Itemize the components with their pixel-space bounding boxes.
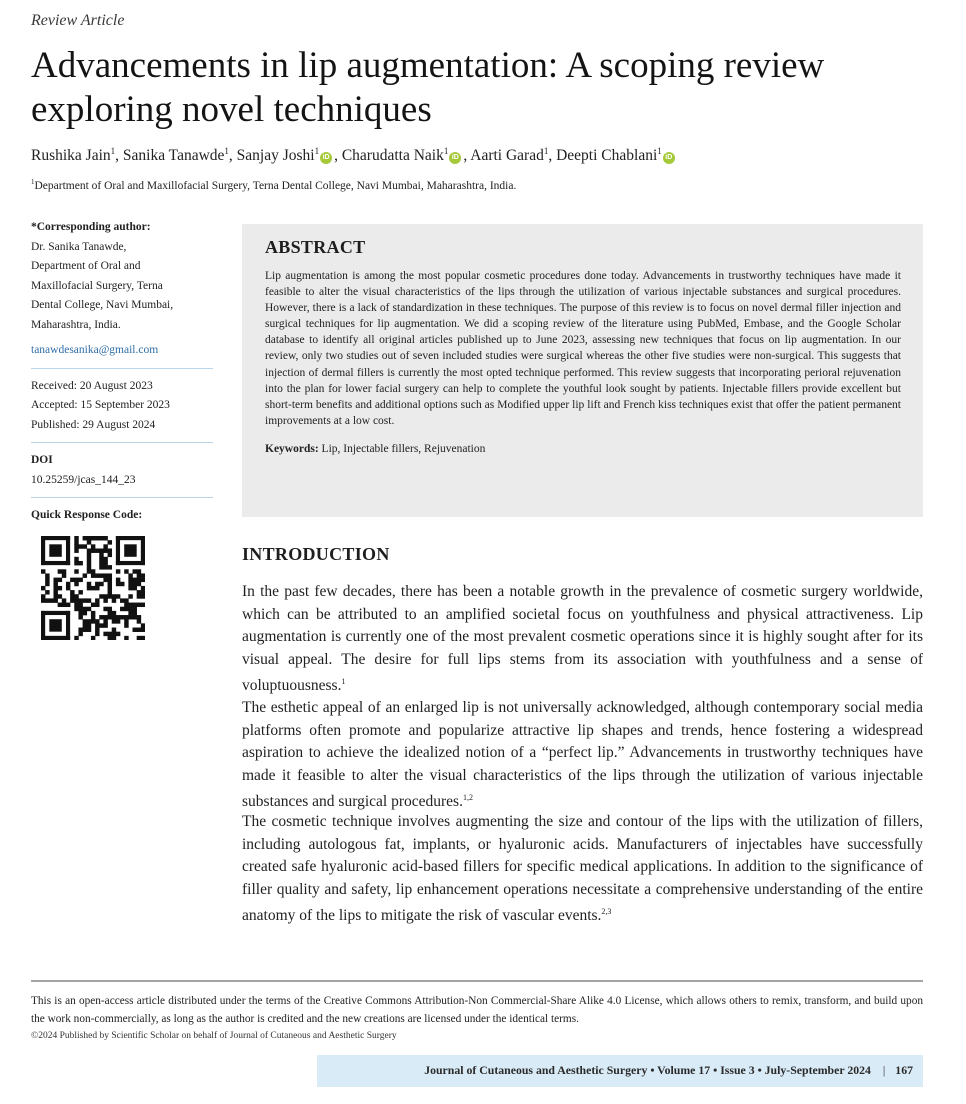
doi-link[interactable]: 10.25259/jcas_144_23 <box>31 473 136 486</box>
author-name: Sanjay Joshi <box>236 147 315 165</box>
sidebar-divider <box>31 442 213 443</box>
author-name: Aarti Garad <box>470 147 544 165</box>
author-affiliation-marker: 1 <box>110 146 116 156</box>
orcid-icon[interactable]: iD <box>320 152 332 164</box>
citation-ref[interactable]: 1 <box>341 677 346 686</box>
keywords-label: Keywords: <box>265 442 319 455</box>
affiliation-marker: 1 <box>31 178 35 186</box>
corresponding-author-line: Dental College, Navi Mumbai, <box>31 299 174 311</box>
corresponding-author-line: Department of Oral and <box>31 260 141 272</box>
article-info-sidebar <box>31 218 213 640</box>
affiliation-text: Department of Oral and Maxillofacial Surgery, Terna Dental College, Navi Mumbai, Maharashtra, India. <box>34 179 517 192</box>
author-name: Sanika Tanawde <box>122 147 225 165</box>
paragraph-text: In the past few decades, there has been a notable growth in the prevalence of cosmetic surgery worldwide, which can be attributed to an amplified societal focus on youthfulness and physical attractiveness. Lip augmentation is currently one of the most prevalent cosmetic operations since it is highly sought after for its visual appeal. The desire for full lips stems from its association with youthfulness and a sense of voluptuousness. <box>242 583 923 695</box>
author-name: Deepti Chablani <box>556 147 658 165</box>
affiliation <box>31 178 516 192</box>
paragraph-text: The esthetic appeal of an enlarged lip is not universally acknowledged, although contemporary social media platforms often promote and popularize attractive lip shapes and trends, hence fostering a widespread aspiration to achieve the idealized notion of a “perfect lip.” Advancements in trustworthy techniques have made it feasible to alter the visual characteristics of the lips through the utilization of various injectable substances and surgical procedures. <box>242 699 923 811</box>
author-separator: , <box>115 147 123 165</box>
abstract-box <box>242 224 923 517</box>
journal-footer-bar <box>317 1055 923 1087</box>
author-email-link[interactable]: tanawdesanika@gmail.com <box>31 344 159 356</box>
author-affiliation-marker: 1 <box>657 146 662 156</box>
orcid-icon[interactable]: iD <box>449 152 461 164</box>
author-list <box>31 146 677 165</box>
article-title <box>31 44 931 132</box>
doi-label: DOI <box>31 454 53 466</box>
copyright-notice: ©2024 Published by Scientific Scholar on behalf of Journal of Cutaneous and Aesthetic Surgery <box>31 1031 397 1041</box>
corresponding-author-line: Maxillofacial Surgery, Terna <box>31 279 163 292</box>
author-separator: , <box>548 147 557 165</box>
author-separator: , <box>334 147 342 165</box>
received-date: Received: 20 August 2023 <box>31 379 153 392</box>
keywords <box>265 443 901 455</box>
qr-code-icon <box>41 536 145 640</box>
author-name: Charudatta Naik <box>341 147 444 165</box>
journal-footer-text <box>424 1063 913 1078</box>
author-affiliation-marker: 1 <box>543 146 549 156</box>
footer-separator: | <box>882 1063 886 1077</box>
title-line-1: Advancements in lip augmentation: A scoping review <box>31 45 825 86</box>
author-affiliation-marker: 1 <box>443 146 449 156</box>
abstract-text: Lip augmentation is among the most popular cosmetic procedures done today. Advancements in trustworthy techniques have made it feasible to alter the visual characteristics of the lips through the utilization of various injectable substances and surgical procedures. However, there is a lack of standardization in these techniques. The purpose of this review is to focus on novel dermal filler injection and surgical techniques for lip augmentation. We did a scoping review of the literature using PubMed, Embase, and the Google Scholar database to identify all original articles published up to June 2023, assessing new techniques that focus on lip augmentation. In our review, only two studies out of seven included studies were surgical whereas the other five studies were non-surgical. This suggests that injection of dermal fillers is currently the most opted technique performed. This review suggests that incorporating perioral rejuvenation into the plan for lower facial surgery can help to complete the youthful look sought by patients. Injectable fillers provide excellent but short-term benefits and additional options such as Modified upper lip lift and French kiss techniques exist that offer the patient permanent improvements at a low cost. <box>265 270 901 427</box>
accepted-date: Accepted: 15 September 2023 <box>31 399 170 411</box>
introduction-paragraph <box>242 697 923 814</box>
abstract-heading: ABSTRACT <box>265 237 366 257</box>
introduction-heading: INTRODUCTION <box>242 544 390 564</box>
orcid-icon[interactable]: iD <box>663 152 675 164</box>
paragraph-text: The cosmetic technique involves augmenting the size and contour of the lips with the utilization of fillers, including autologous fat, implants, or hyaluronic acids. Manufacturers of injectables have successfully created safe hyaluronic acid-based fillers for specific medical applications. In addition to the significance of filler quality and safety, lip enhancement operations necessitate a comprehensive understanding of the entire anatomy of the lips to mitigate the risk of vascular events. <box>242 813 923 925</box>
corresponding-author-label: *Corresponding author: <box>31 221 151 233</box>
sidebar-divider <box>31 497 213 498</box>
introduction-paragraph <box>242 811 923 928</box>
corresponding-author-line: Dr. Sanika Tanawde, <box>31 240 127 253</box>
keywords-list: Lip, Injectable fillers, Rejuvenation <box>321 442 486 455</box>
author-separator: , <box>228 147 237 165</box>
qr-code-label: Quick Response Code: <box>31 509 143 521</box>
citation-ref[interactable]: 2,3 <box>601 907 612 916</box>
author-affiliation-marker: 1 <box>314 146 320 156</box>
author-name: Rushika Jain <box>31 147 111 165</box>
license-notice: This is an open-access article distributed under the terms of the Creative Commons Attribution-Non Commercial-Share Alike 4.0 License, which allows others to remix, transform, and build upon the work non-commercially, as long as the author is credited and the new creations are licensed under the identical terms. <box>31 995 923 1025</box>
article-type: Review Article <box>31 12 125 29</box>
author-affiliation-marker: 1 <box>224 146 229 156</box>
corresponding-author-line: Maharashtra, India. <box>31 318 121 331</box>
introduction-paragraph <box>242 581 923 698</box>
sidebar-divider <box>31 368 213 369</box>
journal-citation: Journal of Cutaneous and Aesthetic Surgery • Volume 17 • Issue 3 • July-September 2024 <box>424 1063 871 1077</box>
published-date: Published: 29 August 2024 <box>31 418 156 431</box>
footer-divider <box>31 980 923 982</box>
author-separator: , <box>463 147 471 165</box>
citation-ref[interactable]: 1,2 <box>462 793 473 802</box>
title-line-2: exploring novel techniques <box>31 89 432 130</box>
page-number: 167 <box>895 1063 913 1077</box>
